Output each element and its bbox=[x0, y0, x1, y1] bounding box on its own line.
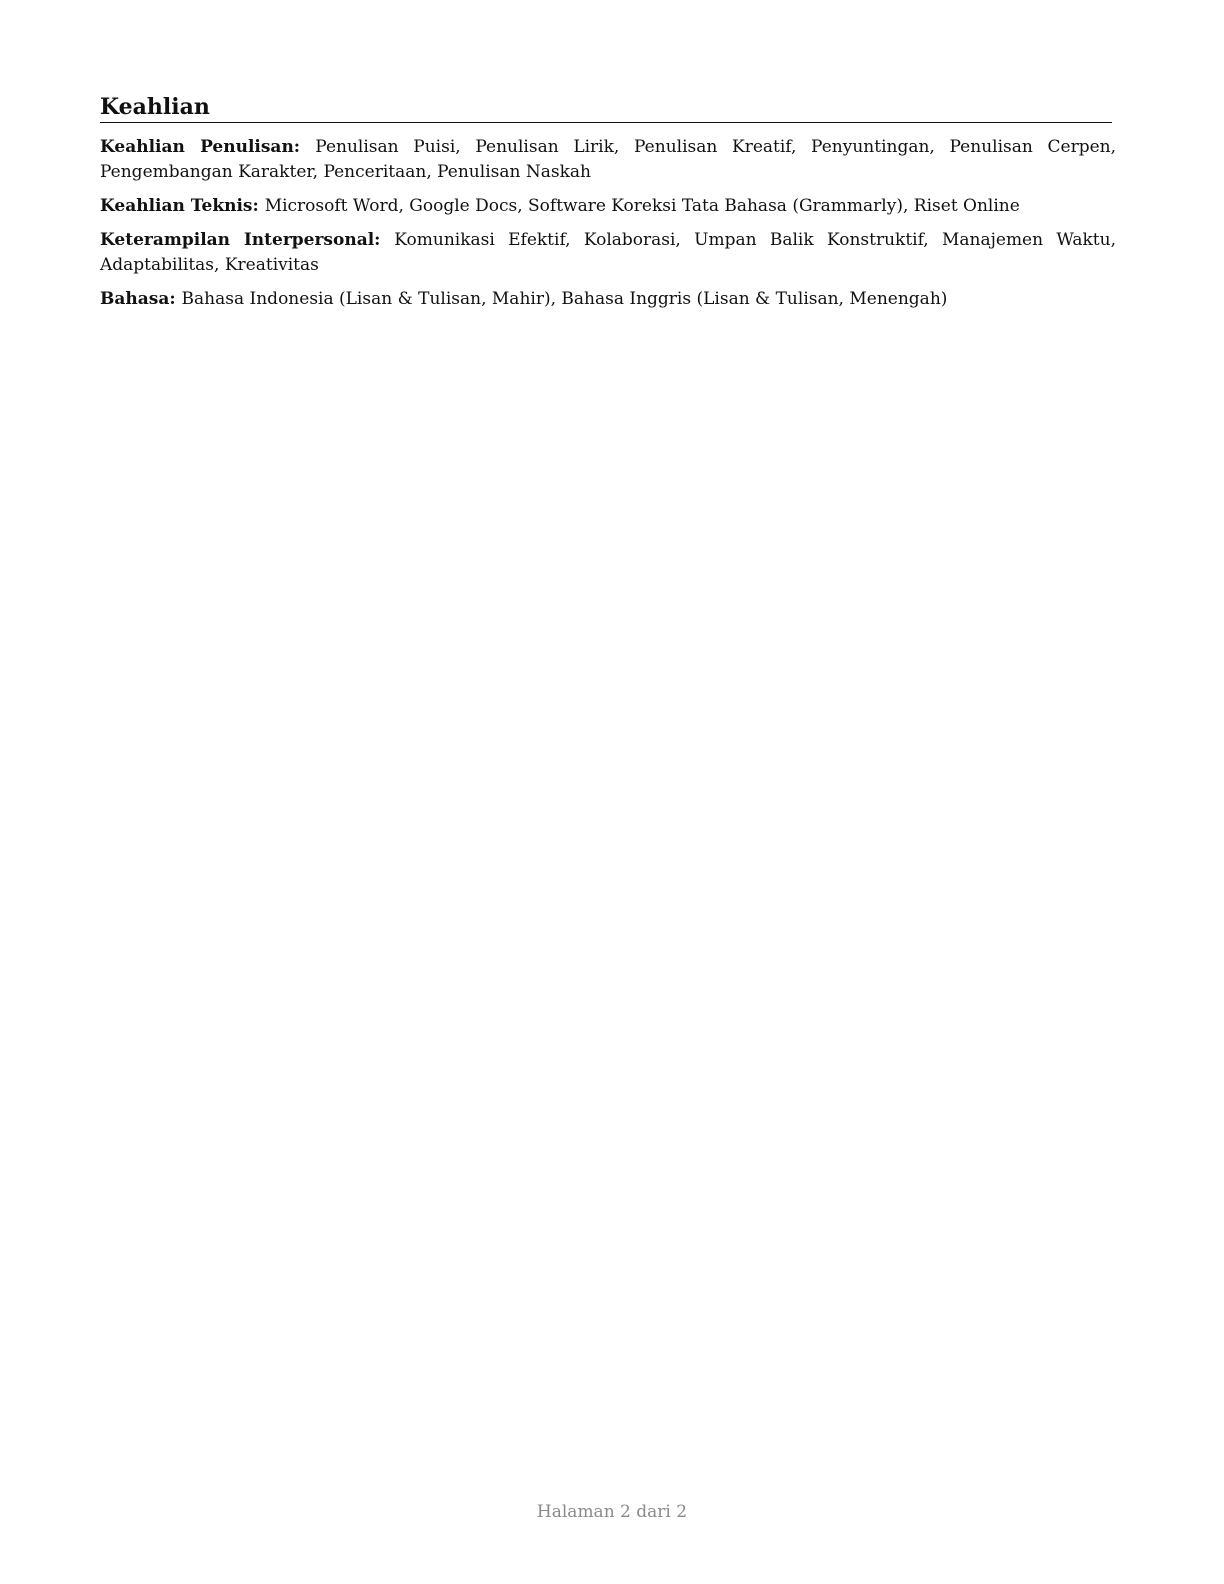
skill-label: Keahlian Penulisan: bbox=[100, 137, 316, 157]
page-number-footer: Halaman 2 dari 2 bbox=[536, 1502, 688, 1522]
skill-row-writing bbox=[100, 135, 1116, 185]
section-title-skills: Keahlian bbox=[100, 94, 1112, 123]
skill-row-interpersonal bbox=[100, 228, 1116, 278]
skill-row-language bbox=[100, 287, 1116, 312]
document-page bbox=[100, 94, 1116, 321]
skill-row-technical bbox=[100, 194, 1116, 219]
skill-label: Keahlian Teknis: bbox=[100, 196, 265, 216]
skill-label: Keterampilan Interpersonal: bbox=[100, 230, 395, 250]
skill-text: Komunikasi Efektif, Kolaborasi, Umpan Balik Konstruktif, Manajemen Waktu, Adaptabilitas, Kreativitas bbox=[100, 230, 1116, 275]
skill-text: Penulisan Puisi, Penulisan Lirik, Penulisan Kreatif, Penyuntingan, Penulisan Cerpen, Pengembangan Karakter, Penceritaan, Penulisan Naskah bbox=[100, 137, 1116, 182]
skill-label: Bahasa: bbox=[100, 289, 182, 309]
skill-text: Microsoft Word, Google Docs, Software Koreksi Tata Bahasa (Grammarly), Riset Online bbox=[264, 196, 1020, 216]
skill-text: Bahasa Indonesia (Lisan & Tulisan, Mahir), Bahasa Inggris (Lisan & Tulisan, Menengah) bbox=[181, 289, 948, 309]
skill-list bbox=[100, 135, 1116, 312]
